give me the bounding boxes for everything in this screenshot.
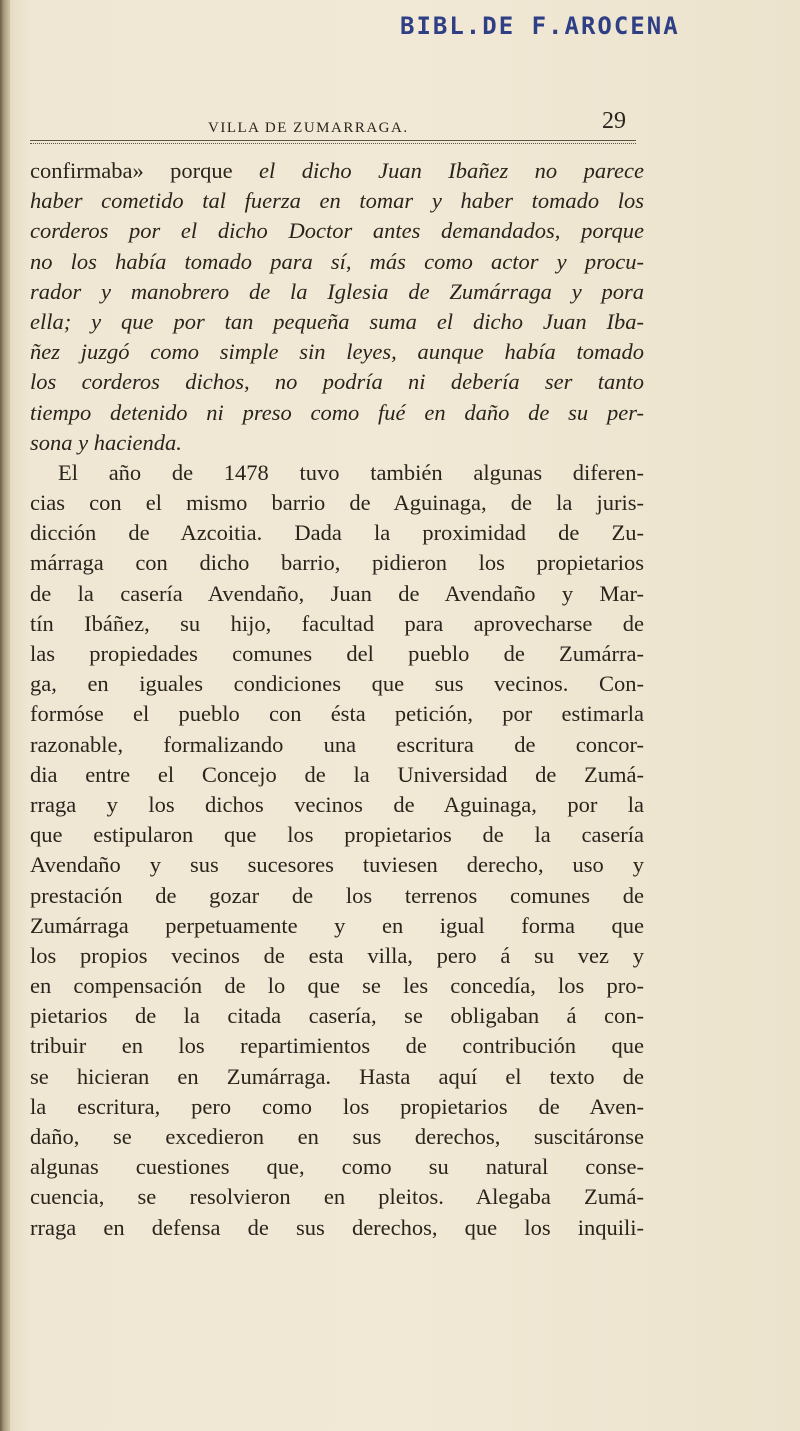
text-line: [30, 699, 644, 729]
text-line-italic: el dicho Juan Ibañez no parece: [259, 158, 644, 183]
text-line: [30, 941, 644, 971]
text-line-roman: dicción de Azcoitia. Dada la proximidad de Zu-: [30, 520, 644, 546]
book-binding-edge: [0, 0, 10, 1431]
text-line: [30, 186, 644, 216]
text-line-roman: Zumárraga perpetuamente y en igual forma que: [30, 912, 644, 938]
text-line-roman: razonable, formalizando una escritura de concor-: [30, 731, 644, 757]
text-line: [30, 1122, 644, 1152]
text-line-roman: se hicieran en Zumárraga. Hasta aquí el texto de: [30, 1063, 644, 1089]
text-line: [30, 609, 644, 639]
text-line-roman: que estipularon que los propietarios de la casería: [30, 822, 644, 848]
text-line: [30, 1182, 644, 1212]
text-line-roman: rraga en defensa de sus derechos, que los inquili-: [30, 1214, 644, 1240]
text-line-roman: El año de 1478 tuvo también algunas diferen-: [58, 459, 644, 485]
text-line-italic: ella; y que por tan pequeña suma el dicho Juan Iba-: [30, 308, 644, 334]
text-line: [30, 1213, 644, 1243]
text-line-italic: haber cometido tal fuerza en tomar y haber tomado los: [30, 188, 644, 214]
text-line-roman: las propiedades comunes del pueblo de Zumárra-: [30, 641, 644, 666]
text-line-roman: cuencia, se resolvieron en pleitos. Alegaba Zumá-: [30, 1184, 644, 1210]
text-line: [30, 881, 644, 911]
text-line-italic: sona y hacienda.: [30, 429, 182, 455]
library-stamp: BIBL.DE F.AROCENA: [400, 12, 680, 40]
text-line-italic: tiempo detenido ni preso como fué en daño de su per-: [30, 399, 644, 425]
header-rule: [30, 140, 636, 144]
text-line: [30, 277, 644, 307]
text-line-roman: de la casería Avendaño, Juan de Avendaño y Mar-: [30, 580, 644, 606]
text-line: [30, 911, 644, 941]
text-line-roman: rraga y los dichos vecinos de Aguinaga, por la: [30, 791, 644, 817]
text-line-roman: la escritura, pero como los propietarios de Aven-: [30, 1093, 644, 1119]
text-line-roman: en compensación de lo que se les concedía, los pro-: [30, 973, 644, 999]
text-line-roman: tribuir en los repartimientos de contribución que: [30, 1033, 644, 1059]
text-line-italic: no los había tomado para sí, más como actor y procu-: [30, 248, 644, 274]
text-line-roman: dia entre el Concejo de la Universidad de Zumá-: [30, 761, 644, 787]
text-line: [30, 398, 644, 428]
text-line: [30, 639, 644, 669]
text-line: [30, 307, 644, 337]
text-line: [30, 367, 644, 397]
running-title: VILLA DE ZUMARRAGA.: [208, 120, 409, 136]
text-line-roman: cias con el mismo barrio de Aguinaga, de la juris-: [30, 490, 644, 516]
text-line-italic: los corderos dichos, no podría ni debería ser tanto: [30, 369, 644, 395]
text-line: [30, 790, 644, 820]
text-line: [30, 1092, 644, 1122]
text-line-italic: ñez juzgó como simple sin leyes, aunque había tomado: [30, 339, 644, 365]
page-number: 29: [602, 108, 626, 134]
text-line-roman: pietarios de la citada casería, se obligaban á con-: [30, 1003, 644, 1029]
text-line: [30, 1001, 644, 1031]
text-line: [30, 458, 644, 488]
text-line-roman: los propios vecinos de esta villa, pero á su vez y: [30, 942, 644, 968]
text-line: [30, 579, 644, 609]
text-line: [30, 760, 644, 790]
text-line-roman: prestación de gozar de los terrenos comunes de: [30, 882, 644, 908]
text-line: [30, 156, 644, 186]
text-line-italic: rador y manobrero de la Iglesia de Zumárraga y pora: [30, 278, 644, 304]
text-line: [30, 488, 644, 518]
text-line: [30, 1152, 644, 1182]
text-line: [30, 518, 644, 548]
text-line-roman: daño, se excedieron en sus derechos, suscitáronse: [30, 1124, 644, 1149]
text-line: [30, 428, 644, 458]
page-header: [30, 104, 636, 144]
text-line: [30, 216, 644, 246]
body-text: [30, 156, 644, 1243]
text-line: [30, 730, 644, 760]
text-line: [30, 247, 644, 277]
text-line: [30, 1031, 644, 1061]
text-line-roman: tín Ibáñez, su hijo, facultad para aprovecharse de: [30, 610, 644, 636]
text-line: [30, 820, 644, 850]
text-line-roman: confirmaba» porque: [30, 158, 260, 183]
text-line-roman: formóse el pueblo con ésta petición, por estimarla: [30, 701, 644, 727]
text-line: [30, 1062, 644, 1092]
text-line: [30, 850, 644, 880]
text-line: [30, 669, 644, 699]
text-line-roman: algunas cuestiones que, como su natural conse-: [30, 1154, 644, 1180]
text-line: [30, 337, 644, 367]
text-line: [30, 971, 644, 1001]
text-line-roman: márraga con dicho barrio, pidieron los propietarios: [30, 550, 644, 576]
text-line-italic: corderos por el dicho Doctor antes demandados, porque: [30, 218, 644, 244]
text-line-roman: Avendaño y sus sucesores tuviesen derecho, uso y: [30, 852, 644, 878]
text-line-roman: ga, en iguales condiciones que sus vecinos. Con-: [30, 671, 644, 697]
text-line: [30, 548, 644, 578]
